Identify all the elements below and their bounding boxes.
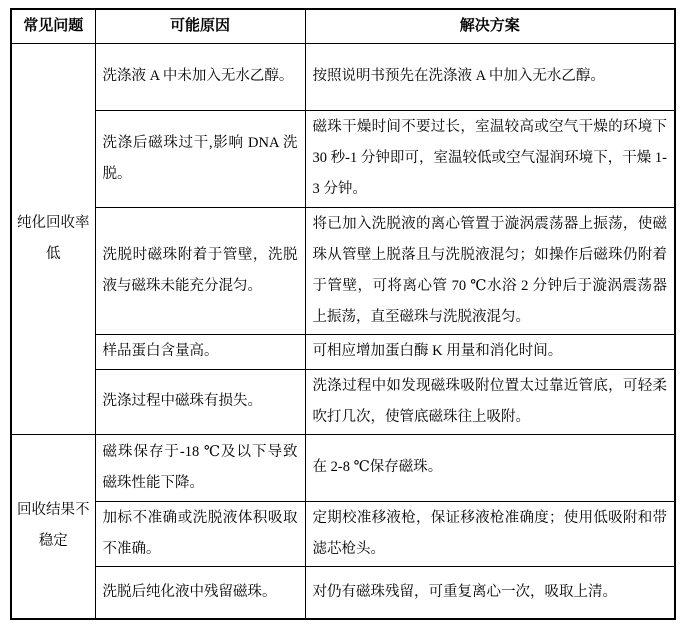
header-possible-cause: 可能原因 [95, 9, 305, 43]
table-row [11, 43, 675, 110]
cause-cell: 洗涤液 A 中未加入无水乙醇。 [95, 43, 305, 110]
cause-cell: 洗脱后纯化液中残留磁珠。 [95, 566, 305, 619]
table-header-row [11, 9, 675, 43]
solution-cell: 按照说明书预先在洗涤液 A 中加入无水乙醇。 [305, 43, 675, 110]
solution-cell: 洗涤过程中如发现磁珠吸附位置太过靠近管底，可轻柔吹打几次，使管底磁珠往上吸附。 [305, 369, 675, 434]
solution-cell: 在 2-8 ℃保存磁珠。 [305, 434, 675, 501]
table-row [11, 110, 675, 207]
cause-cell: 样品蛋白含量高。 [95, 334, 305, 369]
solution-cell: 对仍有磁珠残留，可重复离心一次，吸取上清。 [305, 566, 675, 619]
table-row [11, 566, 675, 619]
cause-cell: 洗涤后磁珠过干,影响 DNA 洗脱。 [95, 110, 305, 207]
header-solution: 解决方案 [305, 9, 675, 43]
troubleshooting-table [10, 8, 676, 620]
cause-cell: 洗涤过程中磁珠有损失。 [95, 369, 305, 434]
cause-cell: 洗脱时磁珠附着于管壁，洗脱液与磁珠未能充分混匀。 [95, 207, 305, 334]
table-row [11, 501, 675, 566]
solution-cell: 磁珠干燥时间不要过长，室温较高或空气干燥的环境下 30 秒-1 分钟即可，室温较低或空气湿润环境下，干燥 1-3 分钟。 [305, 110, 675, 207]
solution-cell: 将已加入洗脱液的离心管置于漩涡震荡器上振荡，使磁珠从管壁上脱落且与洗脱液混匀；如操作后磁珠仍附着于管壁，可将离心管 70 ℃水浴 2 分钟后于漩涡震荡器上振荡，直至磁珠与洗脱液混匀。 [305, 207, 675, 334]
solution-cell: 可相应增加蛋白酶 K 用量和消化时间。 [305, 334, 675, 369]
table-row [11, 334, 675, 369]
cause-cell: 加标不准确或洗脱液体积吸取不准确。 [95, 501, 305, 566]
cause-cell: 磁珠保存于-18 ℃及以下导致磁珠性能下降。 [95, 434, 305, 501]
table-row [11, 369, 675, 434]
header-common-problem: 常见问题 [11, 9, 95, 43]
group-label-unstable-results: 回收结果不稳定 [11, 434, 95, 619]
table-row [11, 207, 675, 334]
table-row [11, 434, 675, 501]
solution-cell: 定期校准移液枪，保证移液枪准确度；使用低吸附和带滤芯枪头。 [305, 501, 675, 566]
group-label-low-recovery: 纯化回收率低 [11, 43, 95, 434]
